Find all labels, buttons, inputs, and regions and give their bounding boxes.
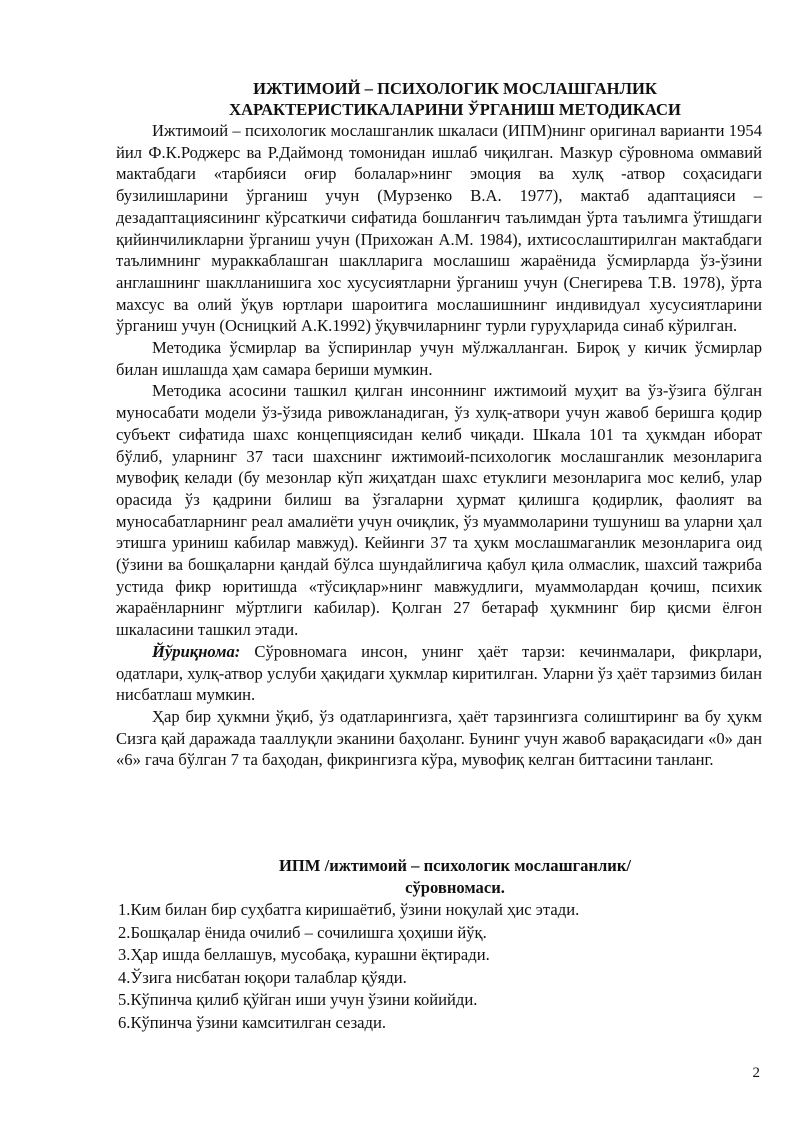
body-text bbox=[116, 120, 762, 771]
page-title-line-1: ИЖТИМОИЙ – ПСИХОЛОГИК МОСЛАШГАНЛИК bbox=[253, 79, 657, 98]
list-item: 1.Ким билан бир суҳбатга киришаётиб, ўзини ноқулай ҳис этади. bbox=[118, 900, 580, 919]
paragraph: Ижтимоий – психологик мослашганлик шкаласи (ИПМ)нинг оригинал варианти 1954 йил Ф.К.Роджерс ва Р.Даймонд томонидан ишлаб чиқилган. Мазкур сўровнома оммавий мактабдаги «тарбияси оғир болалар»нинг эмоция ва хулқ -атвор соҳасидаги бузилишларини ўрганиш учун (Мурзенко В.А. 1977), мактаб адаптацияси – дезадаптациясининг кўрсаткичи сифатида бошланғич таълимдан ўрта таълимга ўтишдаги қийинчиликларни ўрганиш учун (Прихожан А.М. 1984), ихтисослаштирилган мактабдаги таълимнинг мураккаблашган шаклларига мослашиш жараёнида ўсмирларда ўз-ўзини англашнинг шаклланишига хос хусусиятларни ўрганиш учун (Снегирева Т.В. 1978), ўрта махсус ва олий ўқув юртлари шароитига мослашишнинг индивидуал хусусиятларини ўрганиш учун (Осницкий А.К.1992) ўқувчиларнинг турли гуруҳларида синаб кўрилган. bbox=[116, 121, 762, 336]
list-item: 4.Ўзига нисбатан юқори талаблар қўяди. bbox=[118, 967, 407, 987]
page-title-line-2: ХАРАКТЕРИСТИКАЛАРИНИ ЎРГАНИШ МЕТОДИКАСИ bbox=[229, 100, 681, 119]
paragraph: Методика ўсмирлар ва ўспиринлар учун мўлжалланган. Бироқ у кичик ўсмирлар билан ишлашда ҳам самара бериши мумкин. bbox=[116, 338, 762, 379]
instruction-label: Йўриқнома: bbox=[152, 641, 241, 661]
instruction-text: Сўровномага инсон, унинг ҳаёт тарзи: кечинмалари, фикрлари, одатлари, хулқ-атвор услуби ҳақидаги ҳукмлар киритилган. Уларни ўз ҳаёт тарзимиз билан нисбатлаш мумкин. bbox=[116, 641, 762, 705]
paragraph: Методика асосини ташкил қилган инсоннинг ижтимоий муҳит ва ўз-ўзига бўлган муносабати модели ўз-ўзида ривожланадиган, ўз хулқ-атвори учун жавоб беришга қодир субъект сифатида шахс концепциясидан келиб чиқади. Шкала 101 та ҳукмдан иборат бўлиб, уларнинг 37 таси шахснинг ижтимоий-психологик мослашганлик мезонларига мувофиқ келади (бу мезонлар кўп жиҳатдан шахс етуклиги мезонларига мос келиб, улар орасида ўз қадрини билиш ва ўзгаларни ҳурмат қилишга қодирлик, фаолият ва муносабатларнинг реал амалиёти учун очиқлик, ўз муаммоларини тушуниш ва уларни ҳал этишга уриниш кабилар мавжуд). Кейинги 37 та ҳукм мослашмаганлик мезонларига оид (ўзини ва бошқаларни қандай бўлса шундайлигича қабул қила олмаслик, шахсий тажриба устида фикр юритишда «тўсиқлар»нинг мавжудлиги, муаммолардан қочиш, психик жараёнларнинг мўртлиги кабилар). Қолган 27 бетараф ҳукмнинг бир қисми ёлғон шкаласини ташкил этади. bbox=[116, 381, 762, 640]
questionnaire-title-line-1: ИПМ /ижтимоий – психологик мослашганлик/ bbox=[278, 856, 632, 875]
questionnaire-title-line-2: сўровномаси. bbox=[405, 878, 505, 897]
paragraph: Ҳар бир ҳукмни ўқиб, ўз одатларингизга, ҳаёт тарзингизга солиштиринг ва бу ҳукм Сизга қай даражада тааллуқли эканини баҳоланг. Бунинг учун жавоб варақасидаги «0» дан «6» гача бўлган 7 та баҳодан, фикрингизга кўра, мувофиқ келган биттасини танланг. bbox=[116, 706, 762, 770]
questionnaire-items bbox=[118, 899, 579, 1035]
list-item: 3.Ҳар ишда беллашув, мусобақа, курашни ёқтиради. bbox=[118, 945, 490, 965]
instruction-paragraph bbox=[116, 641, 762, 706]
list-item: 6.Кўпинча ўзини камситилган сезади. bbox=[118, 1012, 387, 1032]
list-item: 2.Бошқалар ёнида очилиб – сочилишга ҳоҳиши йўқ. bbox=[118, 922, 487, 942]
list-item: 5.Кўпинча қилиб қўйган иши учун ўзини койийди. bbox=[118, 990, 478, 1010]
page-number: 2 bbox=[752, 1065, 760, 1081]
